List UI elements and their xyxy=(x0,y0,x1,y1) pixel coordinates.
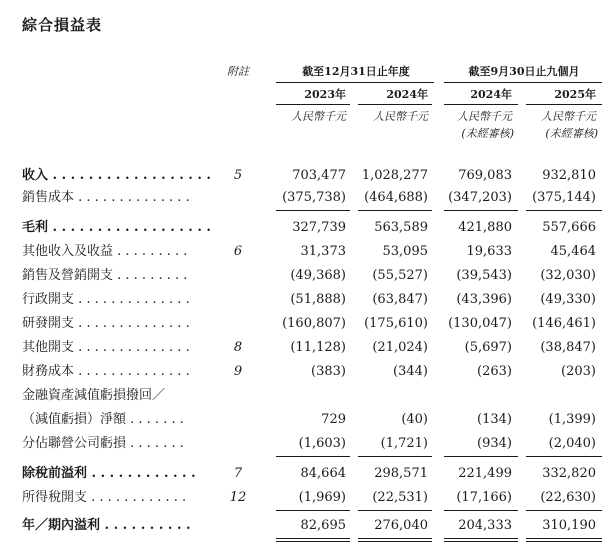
subtotal-rule xyxy=(526,456,602,457)
cell-value: 327,739 xyxy=(292,220,346,235)
table-row xyxy=(0,362,614,382)
cell-value: 563,589 xyxy=(374,220,428,235)
row-label: 研發開支 . . . . . . . . . . . . . . xyxy=(22,316,190,331)
table-row xyxy=(0,386,614,406)
cell-value: 557,666 xyxy=(542,220,596,235)
cell-value: (464,688) xyxy=(364,190,428,205)
cell-value: (21,024) xyxy=(372,340,428,355)
unit-header-1: 人民幣千元 xyxy=(291,110,346,123)
total-double-rule xyxy=(444,538,518,542)
total-double-rule xyxy=(358,538,432,542)
row-label: 除稅前溢利 . . . . . . . . . . . . xyxy=(22,466,196,481)
cell-value: (17,166) xyxy=(456,490,512,505)
cell-value: 84,664 xyxy=(300,466,346,481)
cell-value: (375,144) xyxy=(532,190,596,205)
cell-value: (2,040) xyxy=(548,436,596,451)
cell-value: (40) xyxy=(401,412,428,427)
cell-value: (1,399) xyxy=(548,412,596,427)
year-underline-3 xyxy=(444,104,518,105)
cell-value: (203) xyxy=(561,364,596,379)
notes-column-header: 附註 xyxy=(227,65,249,78)
subtotal-rule xyxy=(276,210,350,211)
year-underline-1 xyxy=(276,104,350,105)
year-header-2023: 2023年 xyxy=(304,88,346,101)
cell-value: 421,880 xyxy=(458,220,512,235)
cell-value: (160,807) xyxy=(282,316,346,331)
unit-header-3: 人民幣千元 xyxy=(457,110,512,123)
table-row xyxy=(0,410,614,430)
table-row xyxy=(0,266,614,286)
unit-header-4: 人民幣千元 xyxy=(541,110,596,123)
cell-value: 332,820 xyxy=(542,466,596,481)
cell-value: (175,610) xyxy=(364,316,428,331)
year-period-underline xyxy=(276,82,434,83)
subtotal-rule xyxy=(358,210,432,211)
row-label: 金融資產減值虧損撥回／ xyxy=(22,388,166,403)
cell-value: (49,368) xyxy=(290,268,346,283)
table-row xyxy=(0,488,614,508)
unaudited-header-4: (未經審核) xyxy=(545,127,598,140)
cell-value: (5,697) xyxy=(464,340,512,355)
row-label: 行政開支 . . . . . . . . . . . . . . xyxy=(22,292,190,307)
cell-value: 310,190 xyxy=(542,518,596,533)
nine-month-period-underline xyxy=(444,82,602,83)
cell-value: (63,847) xyxy=(372,292,428,307)
cell-value: (347,203) xyxy=(448,190,512,205)
cell-value: 204,333 xyxy=(458,518,512,533)
year-header-2024: 2024年 xyxy=(386,88,428,101)
cell-value: 82,695 xyxy=(300,518,346,533)
subtotal-rule xyxy=(358,510,432,511)
cell-value: (134) xyxy=(477,412,512,427)
table-row xyxy=(0,464,614,484)
row-label: 收入 . . . . . . . . . . . . . . . . . . xyxy=(22,168,211,183)
row-note: 8 xyxy=(233,340,243,355)
cell-value: 932,810 xyxy=(542,168,596,183)
nine-month-period-header: 截至9月30日止九個月 xyxy=(468,65,580,78)
cell-value: (1,969) xyxy=(298,490,346,505)
table-row xyxy=(0,188,614,208)
cell-value: (32,030) xyxy=(540,268,596,283)
table-row xyxy=(0,290,614,310)
cell-value: (39,543) xyxy=(456,268,512,283)
cell-value: 298,571 xyxy=(374,466,428,481)
unaudited-header-3: (未經審核) xyxy=(461,127,514,140)
row-note: 5 xyxy=(233,168,243,183)
row-label: 年／期內溢利 . . . . . . . . . . xyxy=(22,518,191,533)
cell-value: 31,373 xyxy=(300,244,346,259)
cell-value: (1,721) xyxy=(380,436,428,451)
cell-value: 221,499 xyxy=(458,466,512,481)
table-row xyxy=(0,166,614,186)
cell-value: (55,527) xyxy=(372,268,428,283)
unit-header-2: 人民幣千元 xyxy=(373,110,428,123)
row-label: 其他收入及收益 . . . . . . . . . xyxy=(22,244,188,259)
table-row xyxy=(0,218,614,238)
year-underline-2 xyxy=(358,104,432,105)
cell-value: (344) xyxy=(393,364,428,379)
row-note: 9 xyxy=(233,364,243,379)
row-label: 其他開支 . . . . . . . . . . . . . . xyxy=(22,340,190,355)
subtotal-rule xyxy=(276,510,350,511)
table-row xyxy=(0,242,614,262)
year-header-2025-nine: 2025年 xyxy=(554,88,596,101)
cell-value: 729 xyxy=(321,412,346,427)
cell-value: (22,531) xyxy=(372,490,428,505)
row-note: 6 xyxy=(233,244,243,259)
year-header-2024-nine: 2024年 xyxy=(470,88,512,101)
cell-value: (934) xyxy=(477,436,512,451)
cell-value: (146,461) xyxy=(532,316,596,331)
subtotal-rule xyxy=(444,210,518,211)
table-row xyxy=(0,516,614,536)
cell-value: (11,128) xyxy=(290,340,346,355)
year-period-header: 截至12月31日止年度 xyxy=(302,65,410,78)
cell-value: (22,630) xyxy=(540,490,596,505)
cell-value: (375,738) xyxy=(282,190,346,205)
subtotal-rule xyxy=(526,510,602,511)
cell-value: 45,464 xyxy=(550,244,596,259)
cell-value: (49,330) xyxy=(540,292,596,307)
row-label: 所得稅開支 . . . . . . . . . . . . xyxy=(22,490,187,505)
row-label: 分佔聯營公司虧損 . . . . . . . xyxy=(22,436,184,451)
row-label: 銷售成本 . . . . . . . . . . . . . . xyxy=(22,190,190,205)
row-label: 財務成本 . . . . . . . . . . . . . . xyxy=(22,364,190,379)
cell-value: 703,477 xyxy=(292,168,346,183)
table-row xyxy=(0,314,614,334)
subtotal-rule xyxy=(358,456,432,457)
cell-value: 53,095 xyxy=(382,244,428,259)
row-note: 7 xyxy=(233,466,243,481)
subtotal-rule xyxy=(276,456,350,457)
subtotal-rule xyxy=(444,456,518,457)
cell-value: (1,603) xyxy=(298,436,346,451)
cell-value: (38,847) xyxy=(540,340,596,355)
cell-value: (263) xyxy=(477,364,512,379)
subtotal-rule xyxy=(444,510,518,511)
row-label: 銷售及營銷開支 . . . . . . . . . xyxy=(22,268,188,283)
page-title: 綜合損益表 xyxy=(22,16,103,34)
total-double-rule xyxy=(526,538,602,542)
cell-value: 1,028,277 xyxy=(361,168,428,183)
cell-value: 19,633 xyxy=(466,244,512,259)
year-underline-4 xyxy=(526,104,602,105)
cell-value: (383) xyxy=(311,364,346,379)
subtotal-rule xyxy=(526,210,602,211)
total-double-rule xyxy=(276,538,350,542)
cell-value: (130,047) xyxy=(448,316,512,331)
cell-value: 769,083 xyxy=(458,168,512,183)
cell-value: (43,396) xyxy=(456,292,512,307)
row-label: 毛利 . . . . . . . . . . . . . . . . . . xyxy=(22,220,211,235)
table-row xyxy=(0,338,614,358)
row-label: （減值虧損）淨額 . . . . . . . xyxy=(22,412,184,427)
cell-value: (51,888) xyxy=(290,292,346,307)
table-row xyxy=(0,434,614,454)
row-note: 12 xyxy=(229,490,247,505)
cell-value: 276,040 xyxy=(374,518,428,533)
